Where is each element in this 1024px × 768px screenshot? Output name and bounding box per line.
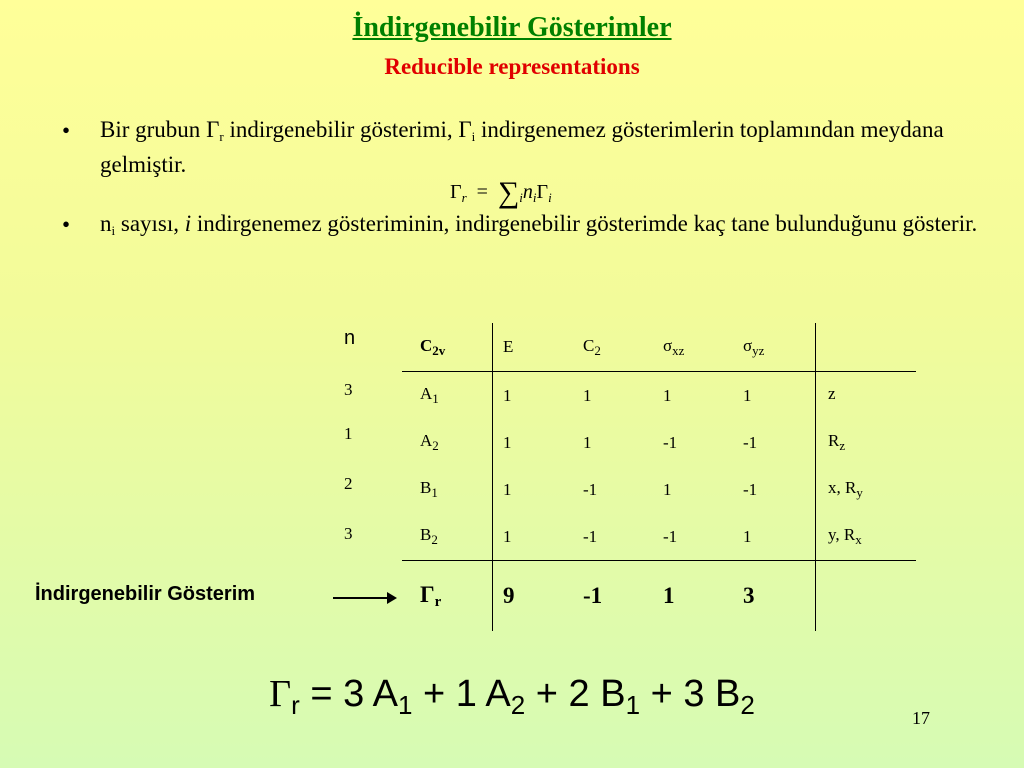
table-row — [402, 466, 916, 513]
gamma-r-sub: r — [434, 593, 442, 610]
basis-text: x, R — [828, 478, 857, 497]
formula-n-sub: i — [532, 190, 537, 205]
bullet-2-part-1: n — [100, 211, 112, 236]
header-sigma-yz — [733, 323, 816, 372]
irrep-cell — [402, 419, 493, 466]
irrep-symbol: B — [420, 525, 432, 544]
bullet-2-part-3: indirgenemez gösteriminin, indirgenebilir gösterimde kaç tane bulunduğunu gösterir. — [191, 211, 978, 236]
sum-symbol: ∑ — [497, 176, 520, 209]
basis-sub: z — [839, 438, 846, 453]
char-value: 1 — [743, 385, 752, 405]
basis-sub: x — [855, 532, 862, 547]
gamma-r-cell — [402, 561, 493, 632]
basis-text: z — [828, 384, 836, 403]
char-value: -1 — [583, 526, 598, 546]
irrep-sub: 1 — [432, 391, 439, 406]
bullet-1-part-2: indirgenebilir gösterimi, — [223, 117, 459, 142]
page-number: 17 — [912, 708, 930, 728]
gamma-basis-cell — [816, 561, 917, 632]
header-C2 — [573, 323, 653, 372]
gamma-subscript-r: r — [219, 129, 224, 144]
gamma-value: 1 — [663, 583, 675, 608]
decomposition-equation — [0, 672, 1024, 721]
character-table — [402, 323, 916, 631]
char-value: -1 — [743, 479, 758, 499]
sigma-symbol: σ — [663, 335, 673, 355]
italic-i: i — [184, 211, 192, 236]
n-column-header: n — [344, 327, 356, 349]
formula-equals: = — [476, 181, 488, 203]
irrep-symbol: A — [420, 384, 433, 403]
gamma-subscript-i: i — [471, 129, 476, 144]
irrep-sub: 2 — [431, 532, 438, 547]
char-value: 1 — [583, 385, 592, 405]
irrep-symbol: A — [420, 431, 433, 450]
header-basis — [816, 323, 917, 372]
formula-gamma-i: Γ — [536, 181, 549, 203]
table-header-row — [402, 323, 916, 372]
formula-gamma-sub: r — [461, 190, 467, 205]
final-term-4: + 3 B — [640, 673, 741, 715]
gamma-r-symbol: Γ — [420, 581, 435, 607]
basis-cell — [816, 372, 917, 420]
basis-text: R — [828, 431, 840, 450]
basis-sub: y — [856, 485, 863, 500]
sigma-xz-sub: xz — [672, 342, 685, 358]
char-value: 1 — [663, 385, 672, 405]
gamma-symbol: Γ — [206, 117, 220, 142]
bullet-marker-2: • — [62, 212, 71, 237]
n-value: 2 — [344, 474, 353, 493]
bullet-2-part-2: sayısı, — [115, 211, 185, 236]
bullet-text-1 — [100, 116, 980, 179]
n-value: 1 — [344, 424, 353, 443]
char-value: -1 — [583, 479, 598, 499]
basis-cell — [816, 466, 917, 513]
final-gamma: Γ — [269, 673, 292, 715]
irrep-symbol: B — [420, 478, 432, 497]
bullet-1-part-3: indirgenemez gösterimlerin toplamından meydana gelmiştir. — [100, 117, 944, 177]
bullet-1-part-1: Bir grubun — [100, 117, 207, 142]
table-row — [402, 419, 916, 466]
slide-title: İndirgenebilir Gösterimler — [352, 12, 672, 43]
reducible-representation-label: İndirgenebilir Gösterim — [35, 583, 256, 605]
char-value: 1 — [493, 372, 574, 420]
final-term-4-sub: 2 — [740, 690, 755, 720]
formula-gamma: Γ — [450, 181, 462, 203]
group-sub: 2v — [432, 342, 446, 358]
sum-index: i — [519, 190, 523, 205]
irrep-cell — [402, 372, 493, 420]
bullet-marker-1: • — [62, 118, 71, 143]
sigma-yz-sub: yz — [752, 342, 765, 358]
basis-text: y, R — [828, 525, 856, 544]
gamma-value: 9 — [493, 561, 574, 632]
formula-gamma-i-sub: i — [548, 190, 552, 205]
formula-n: n — [522, 181, 533, 203]
bullet-text-2 — [100, 210, 980, 245]
gamma-value: 3 — [743, 583, 755, 608]
irrep-cell — [402, 513, 493, 561]
group-cell — [402, 323, 493, 372]
irrep-cell — [402, 466, 493, 513]
sigma-symbol: σ — [743, 335, 753, 355]
final-term-2: + 1 A — [412, 673, 511, 715]
char-value: 1 — [743, 526, 752, 546]
char-value: 1 — [493, 513, 574, 561]
final-term-3: + 2 B — [525, 673, 626, 715]
final-term-1: = 3 A — [299, 673, 399, 715]
final-gamma-sub: r — [291, 690, 300, 720]
basis-cell — [816, 513, 917, 561]
slide-subtitle: Reducible representations — [384, 54, 640, 79]
gamma-symbol: Γ — [458, 117, 472, 142]
char-value: 1 — [583, 432, 592, 452]
basis-cell — [816, 419, 917, 466]
gamma-value: -1 — [583, 583, 603, 608]
right-arrow-icon — [333, 597, 395, 599]
char-value: 1 — [493, 419, 574, 466]
final-term-2-sub: 2 — [510, 690, 526, 720]
final-term-1-sub: 1 — [398, 690, 413, 720]
gamma-r-row — [402, 561, 916, 632]
irrep-sub: 2 — [432, 438, 439, 453]
char-value: -1 — [743, 432, 758, 452]
char-value: 1 — [663, 479, 672, 499]
n-value: 3 — [344, 380, 353, 399]
final-term-3-sub: 1 — [625, 690, 641, 720]
header-E: E — [493, 323, 574, 372]
group-name: C — [420, 335, 433, 355]
c2-sub: 2 — [594, 342, 601, 358]
c2-label: C — [583, 335, 595, 355]
n-subscript-i: i — [111, 223, 116, 238]
char-value: -1 — [663, 432, 678, 452]
irrep-sub: 1 — [431, 485, 438, 500]
n-value: 3 — [344, 524, 353, 543]
table-row — [402, 372, 916, 420]
char-value: -1 — [663, 526, 678, 546]
header-sigma-xz — [653, 323, 733, 372]
sum-formula — [450, 176, 552, 210]
char-value: 1 — [493, 466, 574, 513]
table-row — [402, 513, 916, 561]
